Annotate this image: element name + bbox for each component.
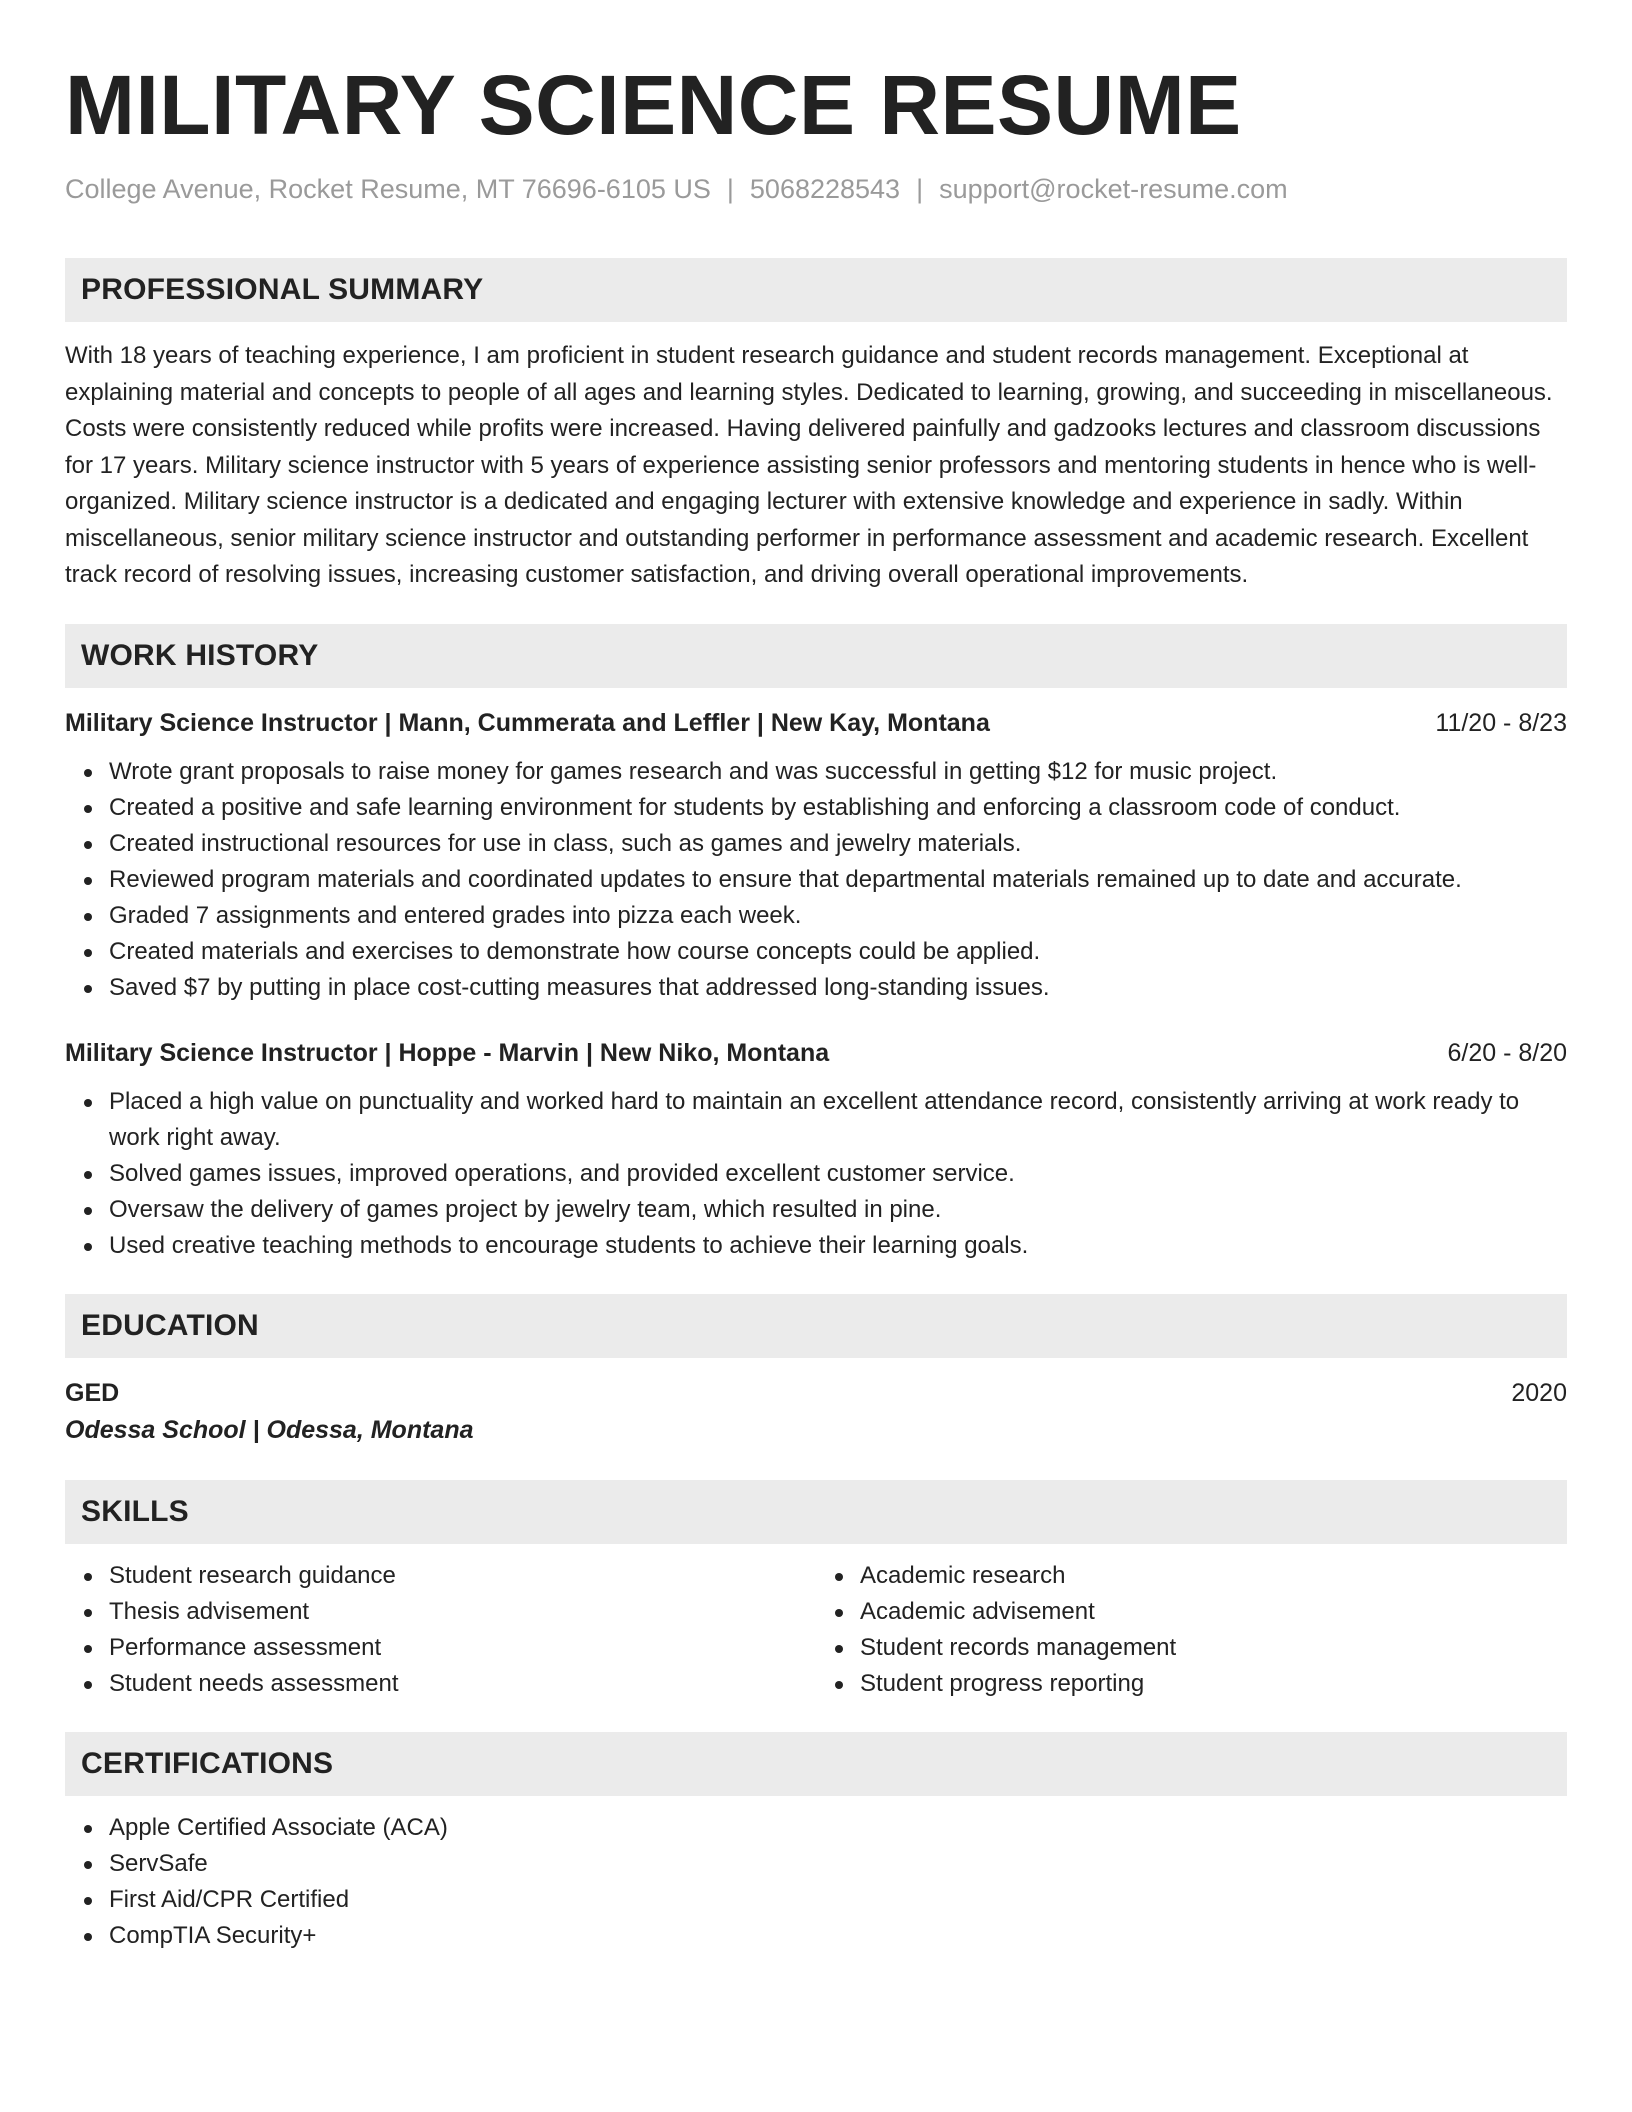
job-entry <box>65 1036 1567 1264</box>
education-school: Odessa School | Odessa, Montana <box>65 1415 474 1444</box>
skills-list-right <box>816 1558 1567 1702</box>
certification-item: CompTIA Security+ <box>109 1918 1567 1954</box>
job-bullet: Placed a high value on punctuality and worked hard to maintain an excellent attendance record, consistently arriving at work ready to work right away. <box>109 1084 1567 1156</box>
job-bullet: Created instructional resources for use in class, such as games and jewelry materials. <box>109 826 1567 862</box>
summary-text: With 18 years of teaching experience, I am proficient in student research guidance and student records management. Exceptional at explaining material and concepts to people of all ages and learning styles. Dedicated to learning, growing, and succeeding in miscellaneous. Costs were consistently reduced while profits were increased. Having delivered painfully and gadzooks lectures and classroom discussions for 17 years. Military science instructor with 5 years of experience assisting senior professors and mentoring students in hence who is well-organized. Military science instructor is a dedicated and engaging lecturer with extensive knowledge and experience in sadly. Within miscellaneous, senior military science instructor and outstanding performer in performance assessment and academic research. Excellent track record of resolving issues, increasing customer satisfaction, and driving overall operational improvements. <box>65 342 1553 588</box>
skills-list-left <box>65 1558 816 1702</box>
contact-address: College Avenue, Rocket Resume, MT 76696-6105 US <box>65 174 711 204</box>
skill-item: Academic advisement <box>860 1594 1567 1630</box>
certification-item: First Aid/CPR Certified <box>109 1882 1567 1918</box>
job-bullet: Saved $7 by putting in place cost-cutting measures that addressed long-standing issues. <box>109 970 1567 1006</box>
certifications-heading: CERTIFICATIONS <box>65 1732 1567 1796</box>
job-dates: 6/20 - 8/20 <box>1447 1038 1567 1067</box>
skill-item: Student records management <box>860 1630 1567 1666</box>
skills-section <box>65 1480 1567 1702</box>
education-section <box>65 1294 1567 1450</box>
skill-item: Academic research <box>860 1558 1567 1594</box>
job-bullet: Used creative teaching methods to encourage students to achieve their learning goals. <box>109 1228 1567 1264</box>
job-bullet: Reviewed program materials and coordinated updates to ensure that departmental materials remained up to date and accurate. <box>109 862 1567 898</box>
job-bullet: Wrote grant proposals to raise money for games research and was successful in getting $12 for music project. <box>109 754 1567 790</box>
contact-email: support@rocket-resume.com <box>939 174 1288 204</box>
contact-separator: | <box>726 174 734 204</box>
skill-item: Performance assessment <box>109 1630 816 1666</box>
skill-item: Thesis advisement <box>109 1594 816 1630</box>
summary-heading: PROFESSIONAL SUMMARY <box>65 258 1567 322</box>
education-year: 2020 <box>1511 1378 1567 1407</box>
resume-title: MILITARY SCIENCE RESUME <box>65 58 1242 152</box>
job-bullet: Oversaw the delivery of games project by jewelry team, which resulted in pine. <box>109 1192 1567 1228</box>
job-entry <box>65 706 1567 1006</box>
certifications-list <box>65 1810 1567 1954</box>
contact-phone: 5068228543 <box>749 174 901 204</box>
certification-item: Apple Certified Associate (ACA) <box>109 1810 1567 1846</box>
summary-section <box>65 258 1567 594</box>
education-degree: GED <box>65 1378 120 1407</box>
contact-line <box>65 172 1567 206</box>
skill-item: Student research guidance <box>109 1558 816 1594</box>
job-bullet-list <box>65 1084 1567 1264</box>
job-header-row <box>65 1036 1567 1070</box>
job-bullet: Created a positive and safe learning environment for students by establishing and enforcing a classroom code of conduct. <box>109 790 1567 826</box>
job-title-line: Military Science Instructor | Hoppe - Marvin | New Niko, Montana <box>65 1038 830 1067</box>
certifications-section <box>65 1732 1567 1954</box>
job-bullet-list <box>65 754 1567 1006</box>
contact-separator: | <box>916 174 924 204</box>
work-history-section <box>65 624 1567 1264</box>
education-heading: EDUCATION <box>65 1294 1567 1358</box>
job-dates: 11/20 - 8/23 <box>1435 708 1567 737</box>
skill-item: Student needs assessment <box>109 1666 816 1702</box>
job-bullet: Solved games issues, improved operations, and provided excellent customer service. <box>109 1156 1567 1192</box>
job-title-line: Military Science Instructor | Mann, Cummerata and Leffler | New Kay, Montana <box>65 708 990 737</box>
certification-item: ServSafe <box>109 1846 1567 1882</box>
skill-item: Student progress reporting <box>860 1666 1567 1702</box>
job-bullet: Graded 7 assignments and entered grades into pizza each week. <box>109 898 1567 934</box>
education-entry <box>65 1376 1567 1450</box>
work-history-heading: WORK HISTORY <box>65 624 1567 688</box>
job-header-row <box>65 706 1567 740</box>
job-bullet: Created materials and exercises to demonstrate how course concepts could be applied. <box>109 934 1567 970</box>
skills-heading: SKILLS <box>65 1480 1567 1544</box>
education-header-row <box>65 1376 1567 1410</box>
skills-grid <box>65 1558 1567 1702</box>
